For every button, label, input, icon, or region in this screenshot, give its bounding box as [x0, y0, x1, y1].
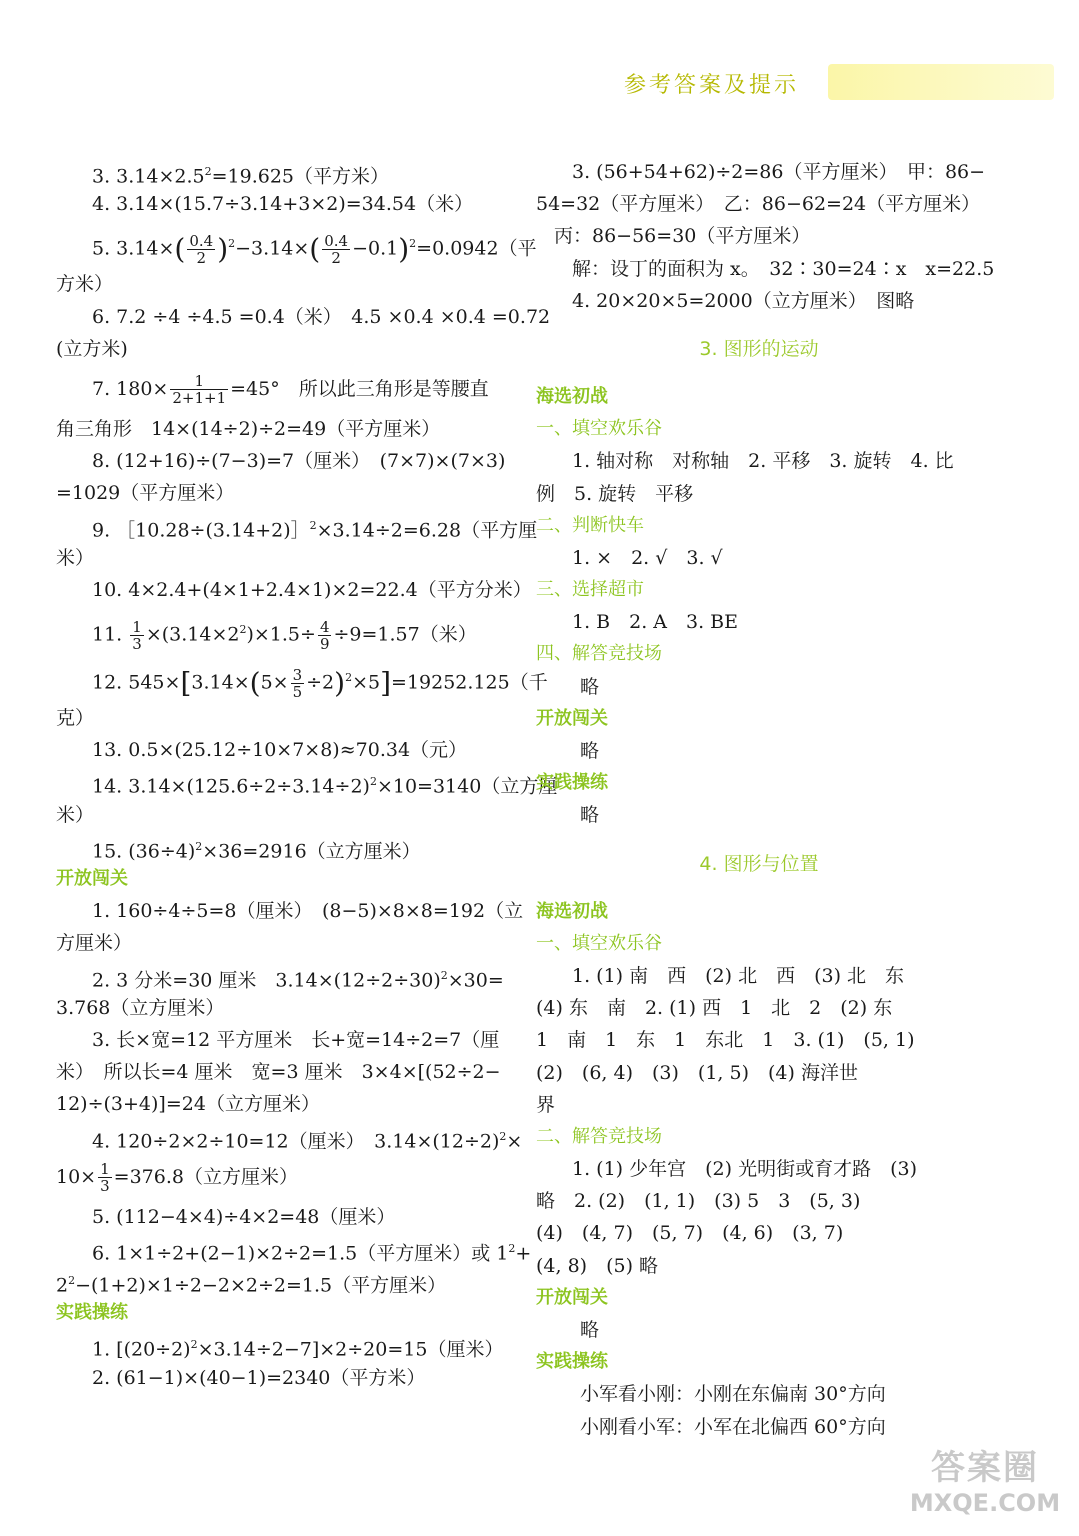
answer-line: 12. 545×[3.14×(5× $\frac{3}{5}$ ÷2)$^2$×5]=19252.125（千: [92, 665, 548, 701]
answer-line: 略: [580, 804, 600, 827]
answer-line: 10. 4×2.4+(4×1+2.4×1)×2=22.4（平方分米）: [92, 578, 532, 601]
answer-line: 3. 长×宽=12 平方厘米 长+宽=14÷2=7（厘: [92, 1028, 500, 1051]
answer-line: (2) (6, 4) (3) (1, 5) (4) 海洋世: [536, 1061, 858, 1084]
subsection-heading: 一、填空欢乐谷: [536, 418, 662, 440]
answer-line: 例 5. 旋转 平移: [536, 482, 694, 505]
answer-line: (4) (4, 7) (5, 7) (4, 6) (3, 7): [536, 1222, 844, 1245]
section-heading-kaifang: 开放闯关: [536, 1286, 608, 1308]
section-heading-haixuan: 海选初战: [536, 385, 608, 407]
answer-line: 界: [536, 1093, 556, 1116]
answer-line: 小刚看小军：小军在北偏西 60°方向: [580, 1415, 886, 1438]
answer-line: 5. 3.14×( $\frac{0.4}{2}$ )$^2$−3.14×( $\frac{0.4}{2}$ −0.1)$^2$=0.0942（平: [92, 232, 537, 268]
answer-line: 米） 所以长=4 厘米 宽=3 厘米 3×4×[(52÷2−: [56, 1061, 501, 1084]
answer-line: $2^2-(1+2)\times 1\div 2-2\times 2\div 2=1.5$（平方厘米）: [56, 1274, 447, 1297]
answer-line: 米）: [56, 803, 95, 826]
answer-line: 略: [580, 1319, 600, 1341]
answer-line: 15. $(36\div 4)^2\times 36=2916$（立方厘米）: [92, 839, 421, 863]
chapter-title: 4. 图形与位置: [699, 852, 819, 875]
fraction: $\frac{4}{9}$: [319, 617, 330, 653]
watermark: [900, 1440, 1070, 1530]
answer-line: 1. (1) 南 西 (2) 北 西 (3) 北 东: [572, 964, 905, 987]
answer-line: (4, 8) (5) 略: [536, 1254, 659, 1277]
answer-line: 10× $\frac{1}{3}$ =376.8（立方厘米）: [56, 1160, 298, 1196]
answer-line: 克）: [56, 707, 95, 730]
answer-line: 略: [580, 740, 600, 762]
fraction: $\frac{1}{3}$: [132, 617, 142, 653]
answer-line: 8. (12+16)÷(7−3)=7（厘米） (7×7)×(7×3): [92, 450, 506, 473]
answer-line: 4. 20×20×5=2000（立方厘米） 图略: [572, 289, 915, 312]
answer-line: (立方米): [56, 337, 128, 360]
answer-line: 1. × 2. √ 3. √: [572, 546, 723, 569]
answer-line: 1. B 2. A 3. BE: [572, 611, 739, 634]
answer-line: 1. 160÷4÷5=8（厘米） (8−5)×8×8=192（立: [92, 900, 524, 923]
subsection-heading: 二、判断快车: [536, 514, 644, 536]
answer-line: =1029（平方厘米）: [56, 482, 235, 505]
section-heading-shijian: 实践操练: [536, 1351, 608, 1373]
answer-line: 4. 3.14×(15.7÷3.14+3×2)=34.54（米）: [92, 193, 474, 216]
answer-line: 54=32（平方厘米） 乙：86−62=24（平方厘米）: [536, 193, 981, 216]
answer-line: 1 南 1 东 1 东北 1 3. (1) (5, 1): [536, 1029, 915, 1052]
section-heading-kaifang: 开放闯关: [56, 868, 128, 889]
answer-line: 略: [580, 675, 600, 698]
answer-line: 1. 轴对称 对称轴 2. 平移 3. 旋转 4. 比: [572, 450, 954, 473]
header-decor-bar: [828, 64, 1054, 100]
subsection-heading: 四、解答竞技场: [536, 643, 662, 665]
answer-line: 11. $\frac{1}{3}$ $\times(3.14\times 2^2)\times 1.5\div$ $\frac{4}{9}$ ÷9=1.57（米）: [92, 617, 477, 653]
fraction: $\frac{1}{2+1+1}$: [172, 372, 227, 408]
section-heading-haixuan: 海选初战: [536, 900, 608, 922]
right-column: [536, 156, 995, 1443]
answer-line: 12)÷(3+4)]=24（立方厘米）: [56, 1093, 320, 1116]
section-heading-kaifang: 开放闯关: [536, 707, 608, 729]
subsection-heading: 二、解答竞技场: [536, 1125, 662, 1147]
answer-line: 小军看小刚：小刚在东偏南 30°方向: [580, 1383, 886, 1406]
answer-line: 略 2. (2) (1, 1) (3) 5 3 (5, 3): [536, 1190, 861, 1213]
answer-line: 2. 3 分米=30 厘米 $3.14\times(12\div 2\div 30)^2\times 30=$: [92, 968, 504, 991]
fraction: $\frac{0.4}{2}$: [189, 232, 214, 268]
fraction: $\frac{0.4}{2}$: [324, 232, 349, 268]
answer-line: 3. (56+54+62)÷2=86（平方厘米） 甲：86−: [572, 161, 986, 183]
answer-line: 方米）: [56, 273, 114, 296]
answer-line: 6. 1×1÷2+(2−1)×2÷2=1.5（平方厘米）或 $1^2+$: [92, 1241, 532, 1265]
answer-line: 1. $[(20\div 2)^2\times 3.14\div 2-7]\times 2\div 20=15$（厘米）: [92, 1338, 504, 1361]
answer-line: 9. ［10.28÷(3.14+2)］$^2$×3.14÷2=6.28（平方厘: [92, 518, 538, 541]
answer-line: 14. $3.14\times(125.6\div 2\div 3.14\div 2)^2\times 10=3140$（立方厘: [92, 775, 558, 798]
fraction: $\frac{3}{5}$: [292, 665, 303, 701]
subsection-heading: 三、选择超市: [536, 579, 644, 601]
section-heading-shijian: 实践操练: [56, 1302, 128, 1324]
header-title: 参考答案及提示: [624, 73, 800, 98]
answer-line: 1. (1) 少年宫 (2) 光明街或育才路 (3): [572, 1158, 917, 1181]
answer-line: 5. (112−4×4)÷4×2=48（厘米）: [92, 1205, 396, 1228]
left-column: [56, 156, 558, 1394]
answer-line: 3. $3.14\times 2.5^2=19.625$（平方米）: [92, 165, 390, 188]
watermark-title: 答案圈: [931, 1448, 1039, 1488]
watermark-url: MXQE.COM: [909, 1489, 1061, 1517]
answer-line: (4) 东 南 2. (1) 西 1 北 2 (2) 东: [536, 997, 893, 1020]
answer-line: 13. 0.5×(25.12÷10×7×8)≈70.34（元）: [92, 739, 468, 762]
answer-line: 4. 120÷2×2÷10=12（厘米） $3.14\times(12\div 2)^2\times$: [92, 1129, 523, 1152]
answer-line: 2. (61−1)×(40−1)=2340（平方米）: [92, 1366, 426, 1389]
answer-line: 丙：86−56=30（平方厘米）: [554, 225, 811, 248]
answer-line: 3.768（立方厘米）: [56, 996, 225, 1019]
fraction: $\frac{1}{3}$: [100, 1160, 110, 1196]
answer-line: 6. 7.2 ÷4 ÷4.5 =0.4（米） 4.5 ×0.4 ×0.4 =0.72: [92, 305, 551, 328]
answer-line: 7. 180× $\frac{1}{2+1+1}$ =45° 所以此三角形是等腰直: [92, 372, 489, 408]
answer-line: 米）: [56, 546, 95, 569]
chapter-title: 3. 图形的运动: [699, 337, 819, 360]
subsection-heading: 一、填空欢乐谷: [536, 932, 662, 954]
answer-line: 角三角形 14×(14÷2)÷2=49（平方厘米）: [56, 417, 441, 440]
answer-line: 解：设丁的面积为 x。 32∶30=24∶x x=22.5: [572, 257, 995, 280]
section-heading-shijian: 实践操练: [536, 772, 608, 794]
answer-line: 方厘米）: [56, 932, 133, 955]
